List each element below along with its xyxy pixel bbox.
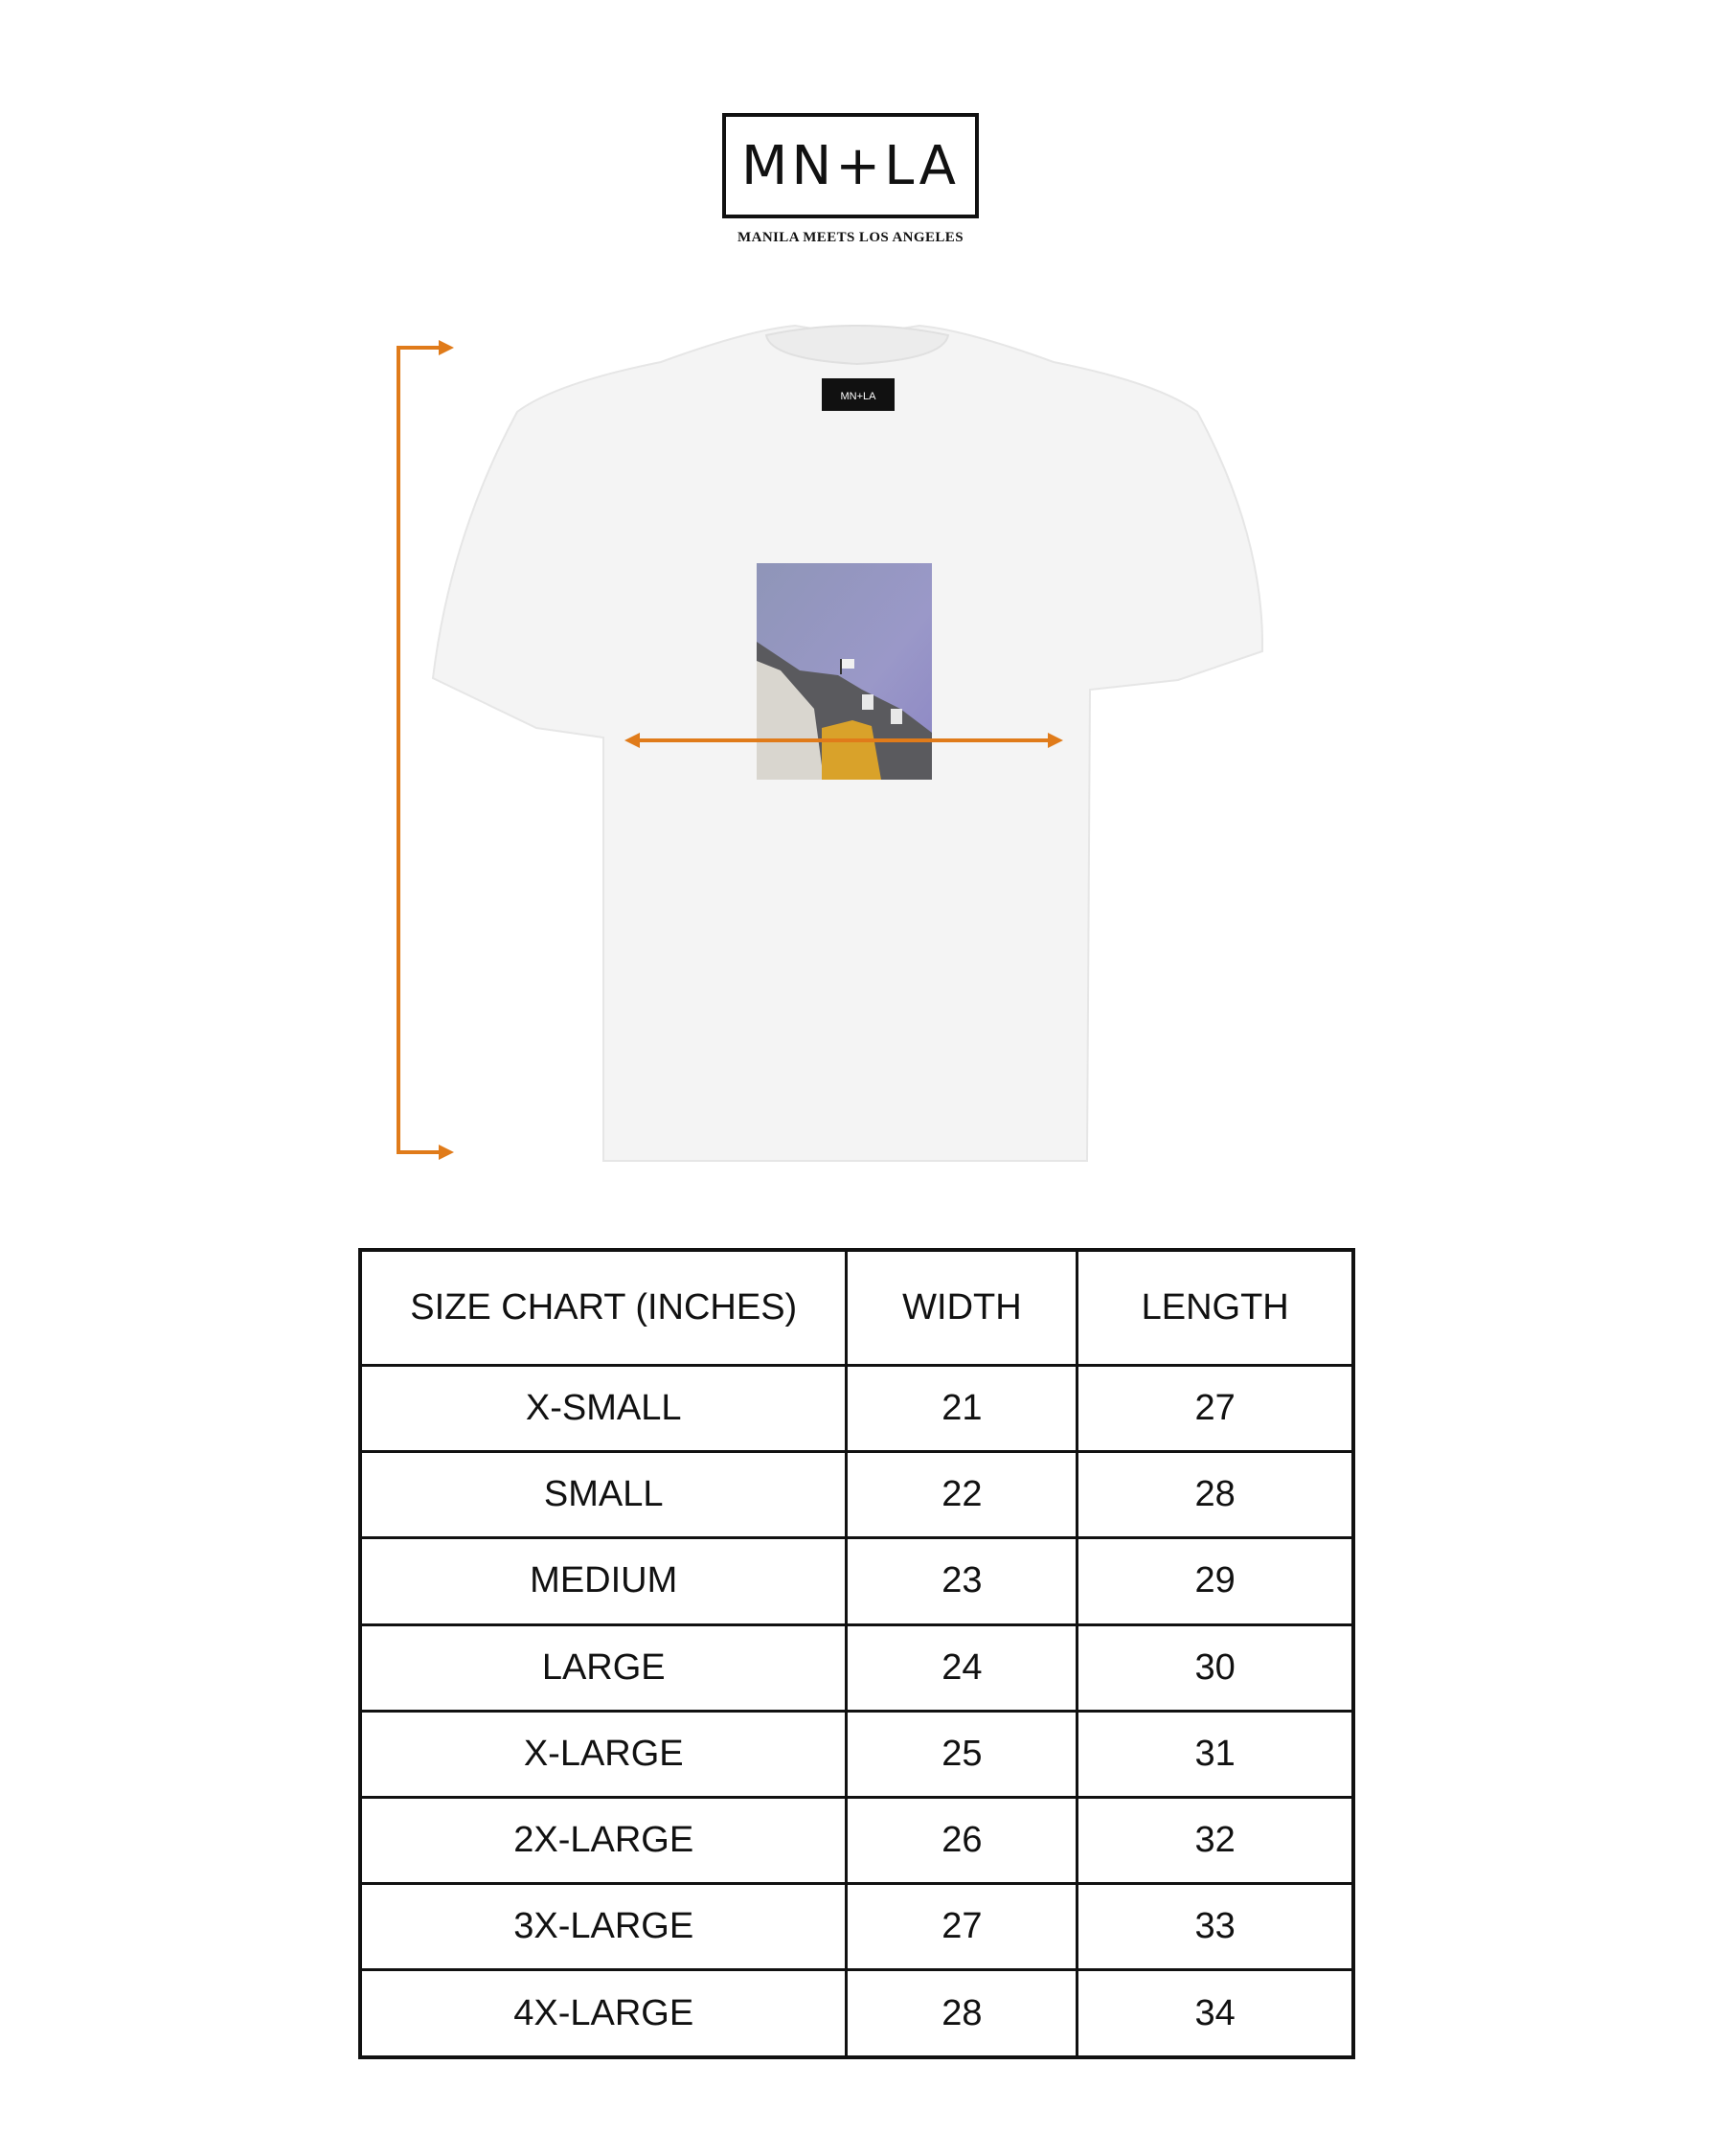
width-cell: 28 <box>847 1970 1078 2057</box>
table-row <box>360 1538 1353 1624</box>
width-cell: 25 <box>847 1711 1078 1797</box>
header-size-chart: SIZE CHART (INCHES) <box>360 1250 847 1366</box>
size-cell: SMALL <box>360 1452 847 1538</box>
neck-label <box>822 378 895 411</box>
header-width: WIDTH <box>847 1250 1078 1366</box>
length-cell: 27 <box>1078 1366 1353 1452</box>
header-length: LENGTH <box>1078 1250 1353 1366</box>
width-cell: 23 <box>847 1538 1078 1624</box>
width-cell: 24 <box>847 1624 1078 1711</box>
size-cell: MEDIUM <box>360 1538 847 1624</box>
length-cell: 29 <box>1078 1538 1353 1624</box>
table-row <box>360 1884 1353 1970</box>
length-cell: 32 <box>1078 1797 1353 1883</box>
length-cell: 28 <box>1078 1452 1353 1538</box>
size-cell: X-SMALL <box>360 1366 847 1452</box>
size-chart-table <box>358 1248 1355 2059</box>
table-header-row <box>360 1250 1353 1366</box>
size-cell: 3X-LARGE <box>360 1884 847 1970</box>
brand-logo-text: MN+LA <box>741 134 960 197</box>
table-row <box>360 1452 1353 1538</box>
table-row <box>360 1366 1353 1452</box>
table-row <box>360 1970 1353 2057</box>
size-cell: 2X-LARGE <box>360 1797 847 1883</box>
length-cell: 30 <box>1078 1624 1353 1711</box>
table-row <box>360 1711 1353 1797</box>
length-measurement-arrow <box>397 340 454 1160</box>
width-cell: 22 <box>847 1452 1078 1538</box>
width-cell: 21 <box>847 1366 1078 1452</box>
shirt-print-photo <box>757 563 932 780</box>
brand-tagline: MANILA MEETS LOS ANGELES <box>737 230 964 245</box>
size-cell: X-LARGE <box>360 1711 847 1797</box>
table-row <box>360 1797 1353 1883</box>
width-cell: 27 <box>847 1884 1078 1970</box>
width-cell: 26 <box>847 1797 1078 1883</box>
length-cell: 33 <box>1078 1884 1353 1970</box>
table-row <box>360 1624 1353 1711</box>
length-cell: 34 <box>1078 1970 1353 2057</box>
size-cell: LARGE <box>360 1624 847 1711</box>
neck-label-text: MN+LA <box>840 391 876 402</box>
length-cell: 31 <box>1078 1711 1353 1797</box>
size-cell: 4X-LARGE <box>360 1970 847 2057</box>
